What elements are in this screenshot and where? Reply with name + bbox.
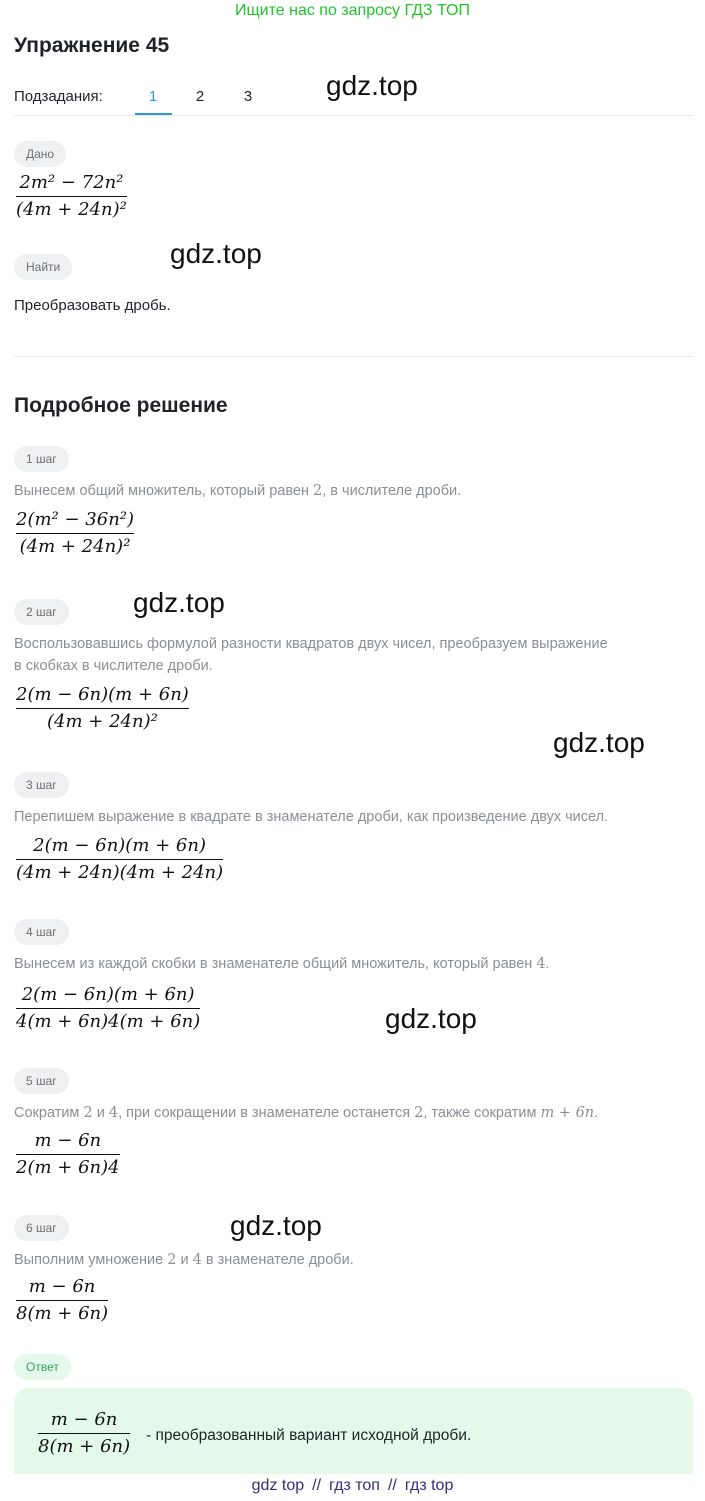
answer-numerator: m − 6n [50, 1409, 118, 1430]
step-6-label: 6 шаг [14, 1215, 69, 1241]
step-1-text: Вынесем общий множитель, который равен 2, в числителе дроби. [14, 483, 462, 499]
solution-title: Подробное решение [14, 394, 228, 417]
step-4-label: 4 шаг [14, 919, 69, 945]
footer-separator: // [387, 1477, 397, 1494]
step-3-label: 3 шаг [14, 772, 69, 798]
step-6-fraction [16, 1276, 108, 1325]
fraction-bar [16, 1008, 200, 1009]
search-promo-banner: Ищите нас по запросу ГДЗ ТОП [235, 2, 470, 19]
fraction-bar [38, 1433, 130, 1434]
step-2-denominator: (4m + 24n)² [47, 711, 158, 733]
footer-link-1[interactable]: gdz top [251, 1477, 305, 1494]
subtask-tab-1[interactable]: 1 [148, 88, 158, 105]
step-2-numerator: 2(m − 6n)(m + 6n) [16, 684, 189, 705]
given-fraction [16, 172, 127, 221]
watermark: gdz.top [230, 1210, 322, 1241]
step-4-text: Вынесем из каждой скобки в знаменателе общий множитель, который равен 4. [14, 956, 550, 972]
footer-separator: // [312, 1477, 322, 1494]
step-6-numerator: m − 6n [28, 1276, 96, 1297]
given-label: Дано [14, 141, 66, 167]
tabs-divider [14, 115, 692, 116]
step-1-numerator: 2(m² − 36n²) [16, 509, 135, 530]
find-label: Найти [14, 254, 72, 280]
step-4-fraction [16, 984, 200, 1033]
step-1-fraction [16, 509, 134, 558]
fraction-bar [16, 533, 134, 534]
answer-text: - преобразованный вариант исходной дроби. [146, 1427, 472, 1444]
fraction-bar [16, 196, 127, 197]
footer-link-2[interactable]: гдз топ [329, 1477, 380, 1494]
step-2-text: Воспользовавшись формулой разности квадратов двух чисел, преобразуем выражение в скобках в числителе дроби. [14, 636, 608, 674]
step-1-denominator: (4m + 24n)² [19, 536, 131, 558]
answer-fraction [38, 1409, 130, 1458]
step-1-label: 1 шаг [14, 446, 69, 472]
given-denominator: (4m + 24n)² [16, 199, 127, 221]
answer-denominator: 8(m + 6n) [38, 1436, 131, 1458]
step-3-fraction [16, 835, 223, 884]
fraction-bar [16, 1300, 108, 1301]
footer-links [0, 1477, 705, 1495]
step-5-text: Сократим 2 и 4, при сокращении в знаменателе останется 2, также сократим m + 6n. [14, 1105, 599, 1121]
watermark: gdz.top [385, 1003, 477, 1034]
step-5-fraction [16, 1130, 120, 1179]
step-3-text: Перепишем выражение в квадрате в знаменателе дроби, как произведение двух чисел. [14, 809, 609, 825]
step-4-numerator: 2(m − 6n)(m + 6n) [21, 984, 195, 1005]
fraction-bar [16, 708, 189, 709]
watermark: gdz.top [553, 727, 645, 758]
step-3-numerator: 2(m − 6n)(m + 6n) [33, 835, 206, 856]
subtask-tab-2[interactable]: 2 [195, 88, 205, 105]
fraction-bar [16, 1154, 120, 1155]
footer-link-3[interactable]: гдз top [404, 1477, 454, 1494]
find-text: Преобразовать дробь. [14, 297, 171, 314]
step-2-fraction [16, 684, 189, 733]
watermark: gdz.top [133, 587, 225, 618]
section-divider [14, 356, 692, 357]
subtask-tab-3[interactable]: 3 [243, 88, 253, 105]
page-title: Упражнение 45 [14, 34, 170, 57]
step-4-denominator: 4(m + 6n)4(m + 6n) [16, 1011, 201, 1033]
watermark: gdz.top [326, 70, 418, 101]
given-numerator: 2m² − 72n² [19, 172, 124, 193]
step-5-denominator: 2(m + 6n)4 [16, 1157, 120, 1179]
fraction-bar [16, 859, 223, 860]
watermark: gdz.top [170, 238, 262, 269]
step-3-denominator: (4m + 24n)(4m + 24n) [16, 862, 224, 884]
step-2-label: 2 шаг [14, 599, 69, 625]
step-5-numerator: m − 6n [34, 1130, 102, 1151]
step-6-text: Выполним умножение 2 и 4 в знаменателе дроби. [14, 1252, 354, 1268]
step-6-denominator: 8(m + 6n) [16, 1303, 109, 1325]
step-5-label: 5 шаг [14, 1068, 69, 1094]
subtasks-label: Подзадания: [14, 88, 103, 105]
answer-label: Ответ [14, 1354, 71, 1380]
